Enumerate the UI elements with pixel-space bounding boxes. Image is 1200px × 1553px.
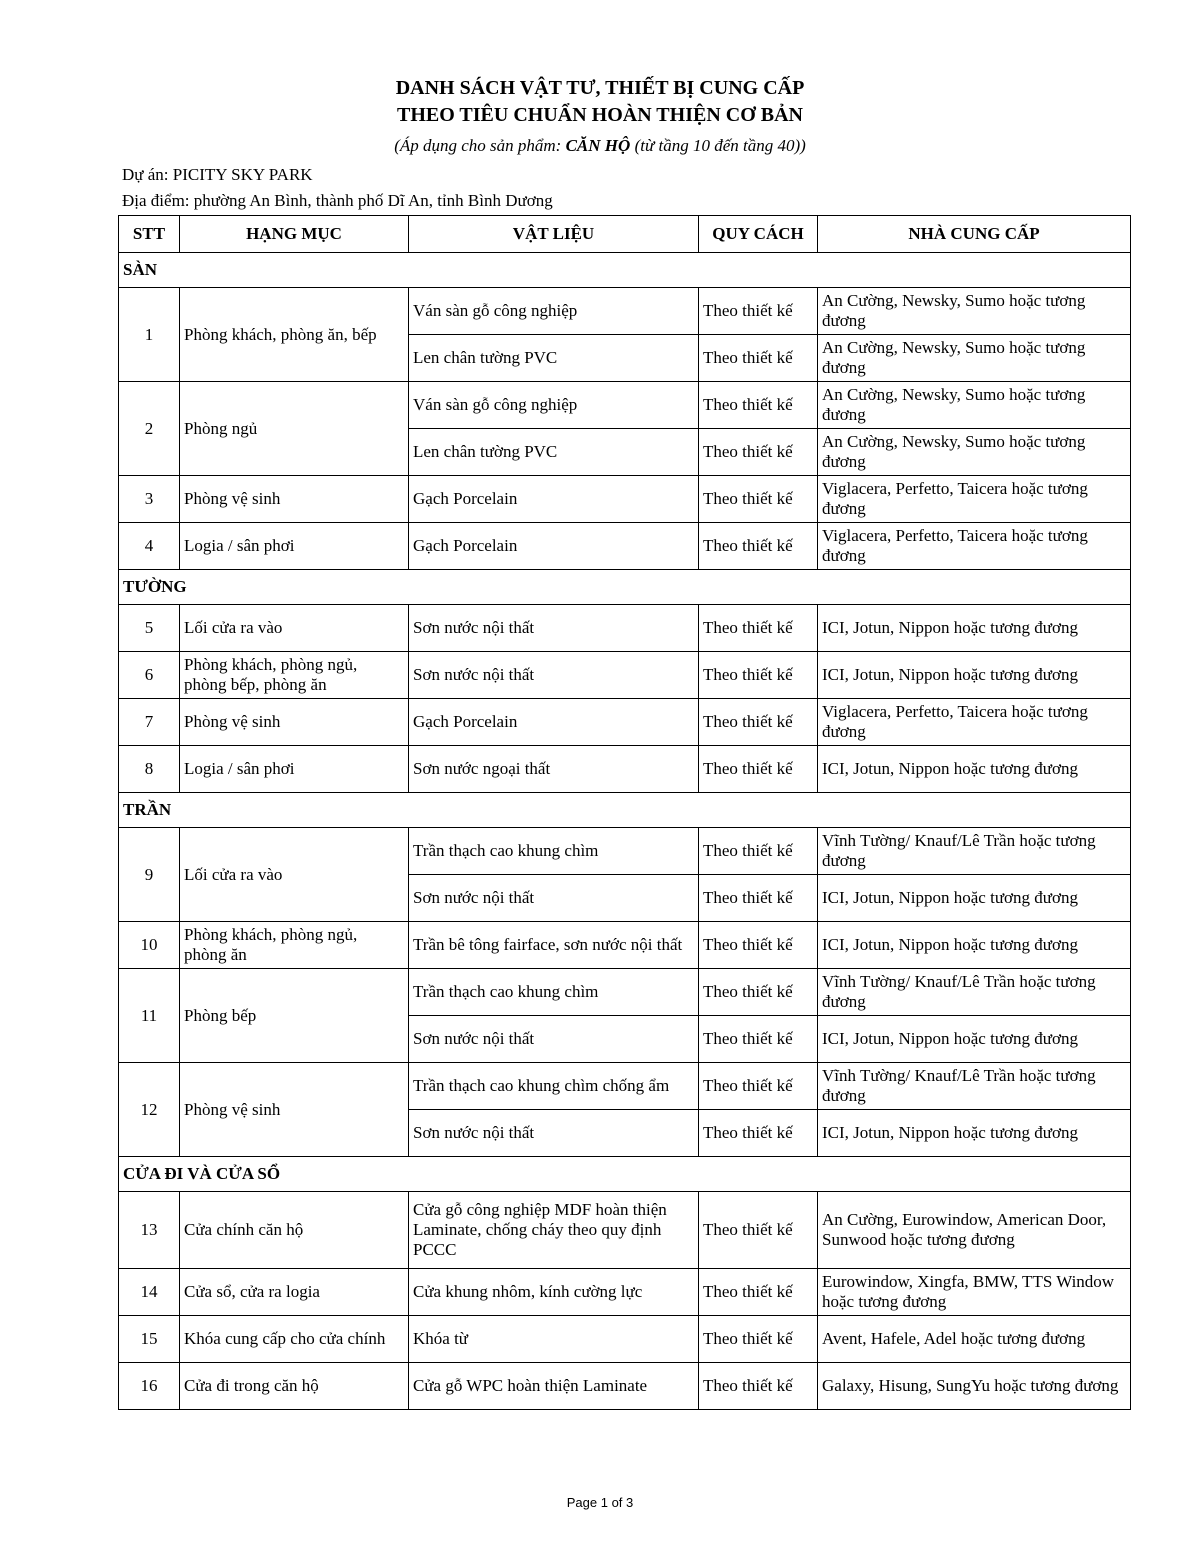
cell-stt: 7 [119, 699, 180, 746]
table-header-row [119, 216, 1131, 253]
cell-category: Phòng ngủ [180, 382, 409, 476]
cell-stt: 16 [119, 1363, 180, 1410]
cell-stt: 3 [119, 476, 180, 523]
cell-category: Phòng khách, phòng ngủ, phòng ăn [180, 922, 409, 969]
cell-stt: 1 [119, 288, 180, 382]
cell-material: Cửa gỗ WPC hoàn thiện Laminate [409, 1363, 699, 1410]
cell-supplier: ICI, Jotun, Nippon hoặc tương đương [818, 652, 1131, 699]
cell-category: Phòng vệ sinh [180, 476, 409, 523]
cell-supplier: An Cường, Newsky, Sumo hoặc tương đương [818, 288, 1131, 335]
cell-category: Phòng bếp [180, 969, 409, 1063]
cell-supplier: Vĩnh Tường/ Knauf/Lê Trần hoặc tương đương [818, 828, 1131, 875]
cell-supplier: An Cường, Newsky, Sumo hoặc tương đương [818, 382, 1131, 429]
cell-spec: Theo thiết kế [699, 382, 818, 429]
cell-spec: Theo thiết kế [699, 1063, 818, 1110]
document-title-line2: THEO TIÊU CHUẨN HOÀN THIỆN CƠ BẢN [397, 104, 803, 126]
cell-material: Len chân tường PVC [409, 429, 699, 476]
cell-category: Logia / sân phơi [180, 523, 409, 570]
cell-category: Phòng vệ sinh [180, 1063, 409, 1157]
cell-category: Phòng khách, phòng ngủ, phòng bếp, phòng ăn [180, 652, 409, 699]
cell-material: Khóa từ [409, 1316, 699, 1363]
subtitle-prefix: (Áp dụng cho sản phẩm: [394, 136, 566, 155]
cell-material: Sơn nước nội thất [409, 1110, 699, 1157]
section-title: TRẦN [119, 793, 1131, 828]
cell-spec: Theo thiết kế [699, 1269, 818, 1316]
cell-material: Trần thạch cao khung chìm [409, 828, 699, 875]
cell-material: Cửa khung nhôm, kính cường lực [409, 1269, 699, 1316]
table-row [119, 476, 1131, 523]
cell-spec: Theo thiết kế [699, 288, 818, 335]
cell-supplier: ICI, Jotun, Nippon hoặc tương đương [818, 746, 1131, 793]
cell-stt: 6 [119, 652, 180, 699]
table-row [119, 605, 1131, 652]
cell-supplier: Eurowindow, Xingfa, BMW, TTS Window hoặc tương đương [818, 1269, 1131, 1316]
cell-material: Trần bê tông fairface, sơn nước nội thất [409, 922, 699, 969]
cell-spec: Theo thiết kế [699, 875, 818, 922]
cell-supplier: Galaxy, Hisung, SungYu hoặc tương đương [818, 1363, 1131, 1410]
cell-spec: Theo thiết kế [699, 746, 818, 793]
cell-category: Cửa sổ, cửa ra logia [180, 1269, 409, 1316]
table-row [119, 922, 1131, 969]
table-row [119, 1363, 1131, 1410]
cell-material: Sơn nước nội thất [409, 605, 699, 652]
cell-supplier: Vĩnh Tường/ Knauf/Lê Trần hoặc tương đương [818, 1063, 1131, 1110]
document-subtitle [0, 135, 1200, 157]
cell-supplier: ICI, Jotun, Nippon hoặc tương đương [818, 1016, 1131, 1063]
cell-material: Sơn nước nội thất [409, 1016, 699, 1063]
table-row [119, 746, 1131, 793]
cell-material: Cửa gỗ công nghiệp MDF hoàn thiện Laminate, chống cháy theo quy định PCCC [409, 1192, 699, 1269]
cell-material: Trần thạch cao khung chìm [409, 969, 699, 1016]
page-number: Page 1 of 3 [566, 1495, 634, 1510]
cell-supplier: Viglacera, Perfetto, Taicera hoặc tương đương [818, 523, 1131, 570]
section-row [119, 570, 1131, 605]
cell-spec: Theo thiết kế [699, 476, 818, 523]
cell-supplier: ICI, Jotun, Nippon hoặc tương đương [818, 605, 1131, 652]
cell-supplier: An Cường, Newsky, Sumo hoặc tương đương [818, 429, 1131, 476]
cell-material: Sơn nước nội thất [409, 652, 699, 699]
cell-material: Sơn nước ngoại thất [409, 746, 699, 793]
cell-stt: 10 [119, 922, 180, 969]
cell-stt: 5 [119, 605, 180, 652]
cell-material: Ván sàn gỗ công nghiệp [409, 288, 699, 335]
table-row [119, 1269, 1131, 1316]
project-name: Dự án: PICITY SKY PARK [122, 165, 313, 184]
cell-category: Lối cửa ra vào [180, 828, 409, 922]
cell-supplier: An Cường, Eurowindow, American Door, Sunwood hoặc tương đương [818, 1192, 1131, 1269]
cell-spec: Theo thiết kế [699, 1016, 818, 1063]
table-row [119, 652, 1131, 699]
section-title: SÀN [119, 253, 1131, 288]
cell-supplier: Viglacera, Perfetto, Taicera hoặc tương đương [818, 476, 1131, 523]
subtitle-suffix: (từ tầng 10 đến tầng 40)) [630, 136, 806, 155]
cell-material: Trần thạch cao khung chìm chống ẩm [409, 1063, 699, 1110]
cell-spec: Theo thiết kế [699, 1363, 818, 1410]
cell-stt: 11 [119, 969, 180, 1063]
cell-spec: Theo thiết kế [699, 1192, 818, 1269]
cell-category: Logia / sân phơi [180, 746, 409, 793]
table-body [119, 253, 1131, 1410]
cell-material: Ván sàn gỗ công nghiệp [409, 382, 699, 429]
cell-spec: Theo thiết kế [699, 1110, 818, 1157]
section-row [119, 793, 1131, 828]
cell-stt: 13 [119, 1192, 180, 1269]
table-row [119, 969, 1131, 1016]
cell-spec: Theo thiết kế [699, 699, 818, 746]
cell-stt: 8 [119, 746, 180, 793]
header-category: HẠNG MỤC [180, 216, 409, 253]
document-title-line1: DANH SÁCH VẬT TƯ, THIẾT BỊ CUNG CẤP [395, 77, 805, 99]
table-row [119, 699, 1131, 746]
header-supplier: NHÀ CUNG CẤP [818, 216, 1131, 253]
cell-spec: Theo thiết kế [699, 1316, 818, 1363]
cell-category: Cửa đi trong căn hộ [180, 1363, 409, 1410]
project-location: Địa điểm: phường An Bình, thành phố Dĩ An, tỉnh Bình Dương [122, 191, 553, 210]
cell-stt: 15 [119, 1316, 180, 1363]
cell-supplier: Avent, Hafele, Adel hoặc tương đương [818, 1316, 1131, 1363]
cell-spec: Theo thiết kế [699, 429, 818, 476]
materials-table [118, 215, 1131, 1410]
cell-material: Len chân tường PVC [409, 335, 699, 382]
section-title: TƯỜNG [119, 570, 1131, 605]
cell-spec: Theo thiết kế [699, 969, 818, 1016]
cell-supplier: An Cường, Newsky, Sumo hoặc tương đương [818, 335, 1131, 382]
section-title: CỬA ĐI VÀ CỬA SỔ [119, 1157, 1131, 1192]
cell-spec: Theo thiết kế [699, 523, 818, 570]
cell-stt: 14 [119, 1269, 180, 1316]
cell-supplier: Viglacera, Perfetto, Taicera hoặc tương đương [818, 699, 1131, 746]
table-row [119, 382, 1131, 429]
cell-spec: Theo thiết kế [699, 605, 818, 652]
cell-category: Cửa chính căn hộ [180, 1192, 409, 1269]
cell-spec: Theo thiết kế [699, 828, 818, 875]
cell-spec: Theo thiết kế [699, 335, 818, 382]
table-row [119, 1063, 1131, 1110]
cell-category: Lối cửa ra vào [180, 605, 409, 652]
cell-material: Sơn nước nội thất [409, 875, 699, 922]
cell-category: Phòng khách, phòng ăn, bếp [180, 288, 409, 382]
header-spec: QUY CÁCH [699, 216, 818, 253]
cell-supplier: ICI, Jotun, Nippon hoặc tương đương [818, 1110, 1131, 1157]
cell-supplier: ICI, Jotun, Nippon hoặc tương đương [818, 875, 1131, 922]
section-row [119, 253, 1131, 288]
subtitle-product: CĂN HỘ [565, 136, 631, 155]
table-row [119, 1316, 1131, 1363]
table-row [119, 828, 1131, 875]
table-row [119, 523, 1131, 570]
header-stt: STT [119, 216, 180, 253]
header-material: VẬT LIỆU [409, 216, 699, 253]
cell-material: Gạch Porcelain [409, 523, 699, 570]
cell-stt: 2 [119, 382, 180, 476]
cell-stt: 9 [119, 828, 180, 922]
section-row [119, 1157, 1131, 1192]
cell-spec: Theo thiết kế [699, 922, 818, 969]
cell-supplier: ICI, Jotun, Nippon hoặc tương đương [818, 922, 1131, 969]
cell-category: Phòng vệ sinh [180, 699, 409, 746]
cell-supplier: Vĩnh Tường/ Knauf/Lê Trần hoặc tương đương [818, 969, 1131, 1016]
cell-material: Gạch Porcelain [409, 476, 699, 523]
table-row [119, 1192, 1131, 1269]
cell-spec: Theo thiết kế [699, 652, 818, 699]
cell-stt: 4 [119, 523, 180, 570]
cell-category: Khóa cung cấp cho cửa chính [180, 1316, 409, 1363]
table-row [119, 288, 1131, 335]
cell-material: Gạch Porcelain [409, 699, 699, 746]
cell-stt: 12 [119, 1063, 180, 1157]
